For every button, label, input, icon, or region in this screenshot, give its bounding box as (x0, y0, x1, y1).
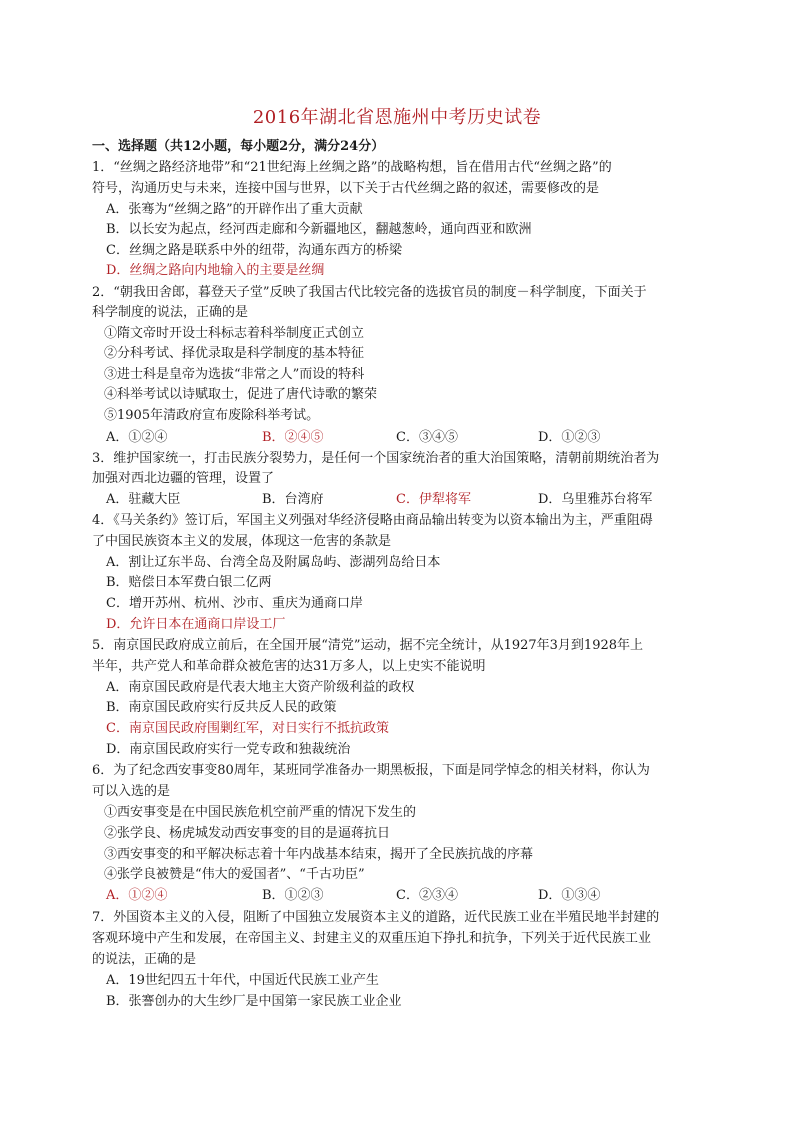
q6-statement-4: ④张学良被赞是“伟大的爱国者”、“千古功臣” (104, 867, 365, 882)
q1-option-d-answer: D．丝绸之路向内地输入的主要是丝绸 (106, 263, 325, 278)
q2-option-b-answer: B．②④⑤ (262, 430, 324, 445)
q4-option-b: B．赔偿日本军费白银二亿两 (106, 575, 272, 590)
q7-option-b: B．张謇创办的大生纱厂是中国第一家民族工业企业 (106, 994, 402, 1009)
q6-stem-line2: 可以入选的是 (92, 784, 171, 799)
q2-stem-line1: 2．“朝我田舍郎，暮登天子堂”反映了我国古代比较完备的选拔官员的制度－科学制度，下面关于 (92, 285, 647, 300)
q5-option-a: A．南京国民政府是代表大地主大资产阶级利益的政权 (106, 680, 415, 695)
q6-option-d: D．①③④ (538, 888, 601, 903)
q2-option-c: C．③④⑤ (396, 430, 458, 445)
q2-statement-3: ③进士科是皇帝为选拔“非常之人”而设的特科 (104, 367, 365, 382)
q4-option-d-answer: D．允许日本在通商口岸设工厂 (106, 617, 286, 632)
q1-option-c: C．丝绸之路是联系中外的纽带，沟通东西方的桥梁 (106, 243, 402, 258)
q3-stem-line1: 3．维护国家统一，打击民族分裂势力，是任何一个国家统治者的重大治国策略，清朝前期统治者为 (92, 451, 660, 466)
q2-option-a: A．①②④ (106, 430, 168, 445)
q2-option-d: D．①②③ (538, 430, 601, 445)
q5-option-c-answer: C．南京国民政府围剿红军，对日实行不抵抗政策 (106, 721, 389, 736)
q7-stem-line1: 7．外国资本主义的入侵，阻断了中国独立发展资本主义的道路，近代民族工业在半殖民地半封建的 (92, 910, 660, 925)
q5-stem-line2: 半年，共产党人和革命群众被危害的达31万多人，以上史实不能说明 (92, 659, 486, 674)
q2-statement-4: ④科举考试以诗赋取士，促进了唐代诗歌的繁荣 (104, 387, 378, 402)
q5-stem-line1: 5．南京国民政府成立前后，在全国开展“清党”运动，据不完全统计，从1927年3月到1928年上 (92, 638, 644, 653)
q1-option-b: B．以长安为起点，经河西走廊和今新疆地区，翻越葱岭，通向西亚和欧洲 (106, 222, 532, 237)
q2-statement-2: ②分科考试、择优录取是科学制度的基本特征 (104, 346, 365, 361)
q1-stem-line1: 1．“丝绸之路经济地带”和“21世纪海上丝绸之路”的战略构想，旨在借用古代“丝绸之路”的 (92, 160, 612, 175)
q6-stem-line1: 6．为了纪念西安事变80周年，某班同学准备办一期黑板报，下面是同学悼念的相关材料，你认为 (92, 763, 650, 778)
q4-stem-line2: 了中国民族资本主义的发展，体现这一危害的条款是 (92, 534, 392, 549)
q1-option-a: A．张骞为“丝绸之路”的开辟作出了重大贡献 (106, 202, 363, 217)
q5-option-b: B．南京国民政府实行反共反人民的政策 (106, 700, 337, 715)
q5-option-d: D．南京国民政府实行一党专政和独裁统治 (106, 742, 351, 757)
section-heading: 一、选择题（共12小题，每小题2分，满分24分） (92, 139, 385, 154)
q2-statement-1: ①隋文帝时开设士科标志着科举制度正式创立 (104, 326, 365, 341)
q3-option-b: B．台湾府 (262, 492, 324, 507)
q1-stem-line2: 符号，沟通历史与未来，连接中国与世界，以下关于古代丝绸之路的叙述，需要修改的是 (92, 181, 600, 196)
q4-stem-line1: 4．《马关条约》签订后，军国主义列强对华经济侵略由商品输出转变为以资本输出为主，严重阻碍 (92, 513, 653, 528)
q7-stem-line3: 的说法，正确的是 (92, 952, 197, 967)
q2-statement-5: ⑤1905年清政府宣布废除科举考试。 (104, 408, 320, 423)
q3-stem-line2: 加强对西北边疆的管理，设置了 (92, 471, 275, 486)
q6-statement-2: ②张学良、杨虎城发动西安事变的目的是逼蒋抗日 (104, 826, 391, 841)
q6-option-c: C．②③④ (396, 888, 458, 903)
q6-statement-1: ①西安事变是在中国民族危机空前严重的情况下发生的 (104, 805, 417, 820)
q4-option-c: C．增开苏州、杭州、沙市、重庆为通商口岸 (106, 596, 363, 611)
q3-option-a: A．驻藏大臣 (106, 492, 181, 507)
q7-stem-line2: 客观环境中产生和发展，在帝国主义、封建主义的双重压迫下挣扎和抗争，下列关于近代民族工业 (92, 931, 652, 946)
q3-option-d: D．乌里雅苏台将军 (538, 492, 653, 507)
q4-option-a: A．割让辽东半岛、台湾全岛及附属岛屿、澎湖列岛给日本 (106, 555, 441, 570)
q7-option-a: A．19世纪四五十年代，中国近代民族工业产生 (106, 973, 379, 988)
q6-statement-3: ③西安事变的和平解决标志着十年内战基本结束，揭开了全民族抗战的序幕 (104, 847, 534, 862)
page-title: 2016年湖北省恩施州中考历史试卷 (252, 107, 542, 128)
q6-option-b: B．①②③ (262, 888, 324, 903)
q2-stem-line2: 科学制度的说法，正确的是 (92, 305, 249, 320)
q3-option-c-answer: C．伊犁将军 (396, 492, 471, 507)
q6-option-a-answer: A．①②④ (106, 888, 168, 903)
